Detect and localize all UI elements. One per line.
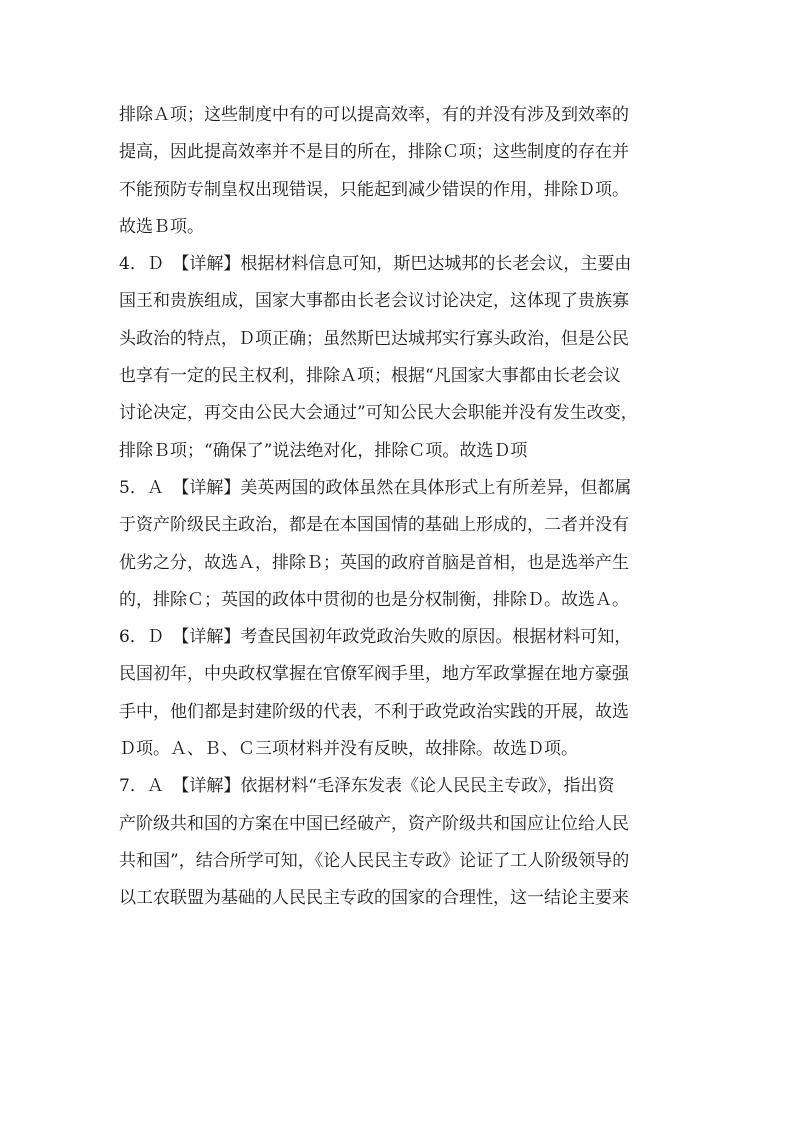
text-line: 的，排除Ｃ；英国的政体中贯彻的也是分权制衡，排除Ｄ。故选Ａ。 (119, 589, 629, 610)
text-line: 手中，他们都是封建阶级的代表，不利于政党政治实践的开展，故选 (119, 701, 629, 722)
text-line: 国王和贵族组成，国家大事都由长老会议讨论决定，这体现了贵族寡 (119, 291, 629, 312)
text-line: 于资产阶级民主政治，都是在本国国情的基础上形成的，二者并没有 (119, 515, 629, 536)
text-line: 民国初年，中央政权掌握在官僚军阀手里，地方军政掌握在地方豪强 (119, 664, 629, 685)
text-line: Ｄ项。Ａ、Ｂ、Ｃ三项材料并没有反映，故排除。故选Ｄ项。 (119, 739, 578, 760)
text-line: 讨论决定，再交由公民大会通过”可知公民大会职能并没有发生改变， (119, 403, 638, 424)
answer-explanation-text (119, 97, 679, 918)
text-line: 优劣之分，故选Ａ，排除Ｂ；英国的政府首脑是首相，也是选举产生 (119, 552, 629, 573)
text-line: 故选Ｂ项。 (119, 216, 204, 237)
answer-7-line: 7．Ａ 【详解】依据材料“毛泽东发表《论人民民主专政》，指出资 (119, 776, 615, 797)
answer-5-line: 5．Ａ 【详解】美英两国的政体虽然在具体形式上有所差异，但都属 (119, 477, 632, 498)
text-line: 头政治的特点，Ｄ项正确；虽然斯巴达城邦实行寡头政治，但是公民 (119, 328, 629, 349)
text-line: 以工农联盟为基础的人民民主专政的国家的合理性，这一结论主要来 (119, 888, 629, 909)
text-line: 共和国”，结合所学可知，《论人民民主专政》论证了工人阶级领导的 (119, 850, 630, 871)
answer-4-line: 4．Ｄ 【详解】根据材料信息可知，斯巴达城邦的长老会议，主要由 (119, 254, 632, 275)
text-line: 提高，因此提高效率并不是目的所在，排除Ｃ项；这些制度的存在并 (119, 142, 629, 163)
text-line: 也享有一定的民主权利，排除Ａ项；根据“凡国家大事都由长老会议 (119, 366, 621, 387)
text-line: 排除Ａ项；这些制度中有的可以提高效率，有的并没有涉及到效率的 (119, 105, 629, 125)
answer-6-line: 6．Ｄ 【详解】考查民国初年政党政治失败的原因。根据材料可知， (119, 627, 632, 648)
text-line: 产阶级共和国的方案在中国已经破产，资产阶级共和国应让位给人民 (119, 813, 629, 834)
text-line: 不能预防专制皇权出现错误，只能起到减少错误的作用，排除Ｄ项。 (119, 179, 629, 200)
text-line: 排除Ｂ项；“确保了”说法绝对化，排除Ｃ项。故选Ｄ项 (119, 440, 528, 461)
